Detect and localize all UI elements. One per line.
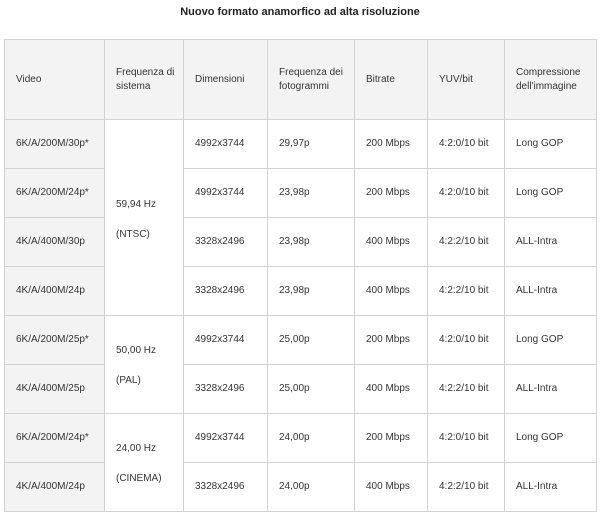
- cell-compression: Long GOP: [505, 414, 597, 463]
- table-row: [5, 120, 597, 169]
- cell-compression: Long GOP: [505, 120, 597, 169]
- cell-yuv-bit: 4:2:0/10 bit: [428, 120, 505, 169]
- cell-yuv-bit: 4:2:0/10 bit: [428, 414, 505, 463]
- cell-video: 6K/A/200M/24p*: [5, 414, 105, 463]
- cell-yuv-bit: 4:2:0/10 bit: [428, 169, 505, 218]
- cell-video: 4K/A/400M/24p: [5, 463, 105, 512]
- cell-system-frequency: [105, 316, 184, 414]
- cell-bitrate: 400 Mbps: [355, 218, 428, 267]
- cell-dimensions: 3328x2496: [184, 365, 268, 414]
- cell-video: 6K/A/200M/30p*: [5, 120, 105, 169]
- header-video: Video: [5, 40, 105, 120]
- cell-bitrate: 200 Mbps: [355, 414, 428, 463]
- cell-compression: ALL-Intra: [505, 267, 597, 316]
- cell-system-frequency: [105, 414, 184, 512]
- table-row: [5, 414, 597, 463]
- table-row: [5, 463, 597, 512]
- cell-yuv-bit: 4:2:0/10 bit: [428, 316, 505, 365]
- header-dimensions: Dimensioni: [184, 40, 268, 120]
- cell-dimensions: 4992x3744: [184, 414, 268, 463]
- cell-compression: Long GOP: [505, 316, 597, 365]
- cell-frame-rate: 24,00p: [268, 463, 355, 512]
- header-yuv-bit: YUV/bit: [428, 40, 505, 120]
- cell-yuv-bit: 4:2:2/10 bit: [428, 267, 505, 316]
- cell-compression: ALL-Intra: [505, 463, 597, 512]
- cell-bitrate: 400 Mbps: [355, 267, 428, 316]
- frequency-value: 24,00 Hz: [116, 443, 157, 454]
- cell-bitrate: 200 Mbps: [355, 316, 428, 365]
- cell-frame-rate: 25,00p: [268, 316, 355, 365]
- cell-compression: ALL-Intra: [505, 365, 597, 414]
- frequency-label: (PAL): [116, 375, 141, 386]
- header-frame-rate: Frequenza dei fotogrammi: [268, 40, 355, 120]
- cell-yuv-bit: 4:2:2/10 bit: [428, 218, 505, 267]
- cell-video: 4K/A/400M/30p: [5, 218, 105, 267]
- cell-frame-rate: 24,00p: [268, 414, 355, 463]
- cell-video: 4K/A/400M/25p: [5, 365, 105, 414]
- cell-yuv-bit: 4:2:2/10 bit: [428, 463, 505, 512]
- frequency-label: (CINEMA): [116, 473, 162, 484]
- cell-dimensions: 4992x3744: [184, 120, 268, 169]
- table-row: [5, 218, 597, 267]
- cell-bitrate: 400 Mbps: [355, 463, 428, 512]
- cell-compression: ALL-Intra: [505, 218, 597, 267]
- cell-frame-rate: 23,98p: [268, 218, 355, 267]
- header-row: [5, 40, 597, 120]
- header-system-frequency: Frequenza di sistema: [105, 40, 184, 120]
- table-row: [5, 267, 597, 316]
- cell-dimensions: 4992x3744: [184, 316, 268, 365]
- cell-bitrate: 200 Mbps: [355, 169, 428, 218]
- spec-table: [4, 39, 597, 512]
- frequency-value: 50,00 Hz: [116, 345, 157, 356]
- frequency-label: (NTSC): [116, 229, 150, 240]
- cell-video: 6K/A/200M/25p*: [5, 316, 105, 365]
- cell-frame-rate: 25,00p: [268, 365, 355, 414]
- cell-frame-rate: 23,98p: [268, 169, 355, 218]
- table-row: [5, 365, 597, 414]
- cell-compression: Long GOP: [505, 169, 597, 218]
- cell-yuv-bit: 4:2:2/10 bit: [428, 365, 505, 414]
- cell-system-frequency: [105, 120, 184, 316]
- header-bitrate: Bitrate: [355, 40, 428, 120]
- cell-frame-rate: 23,98p: [268, 267, 355, 316]
- table-row: [5, 169, 597, 218]
- cell-video: 6K/A/200M/24p*: [5, 169, 105, 218]
- table-title: Nuovo formato anamorfico ad alta risoluzione: [180, 6, 420, 18]
- cell-frame-rate: 29,97p: [268, 120, 355, 169]
- cell-dimensions: 4992x3744: [184, 169, 268, 218]
- cell-video: 4K/A/400M/24p: [5, 267, 105, 316]
- cell-dimensions: 3328x2496: [184, 218, 268, 267]
- cell-bitrate: 200 Mbps: [355, 120, 428, 169]
- cell-dimensions: 3328x2496: [184, 463, 268, 512]
- table-row: [5, 316, 597, 365]
- cell-bitrate: 400 Mbps: [355, 365, 428, 414]
- frequency-value: 59,94 Hz: [116, 199, 157, 210]
- cell-dimensions: 3328x2496: [184, 267, 268, 316]
- header-compression: Compressione dell'immagine: [505, 40, 597, 120]
